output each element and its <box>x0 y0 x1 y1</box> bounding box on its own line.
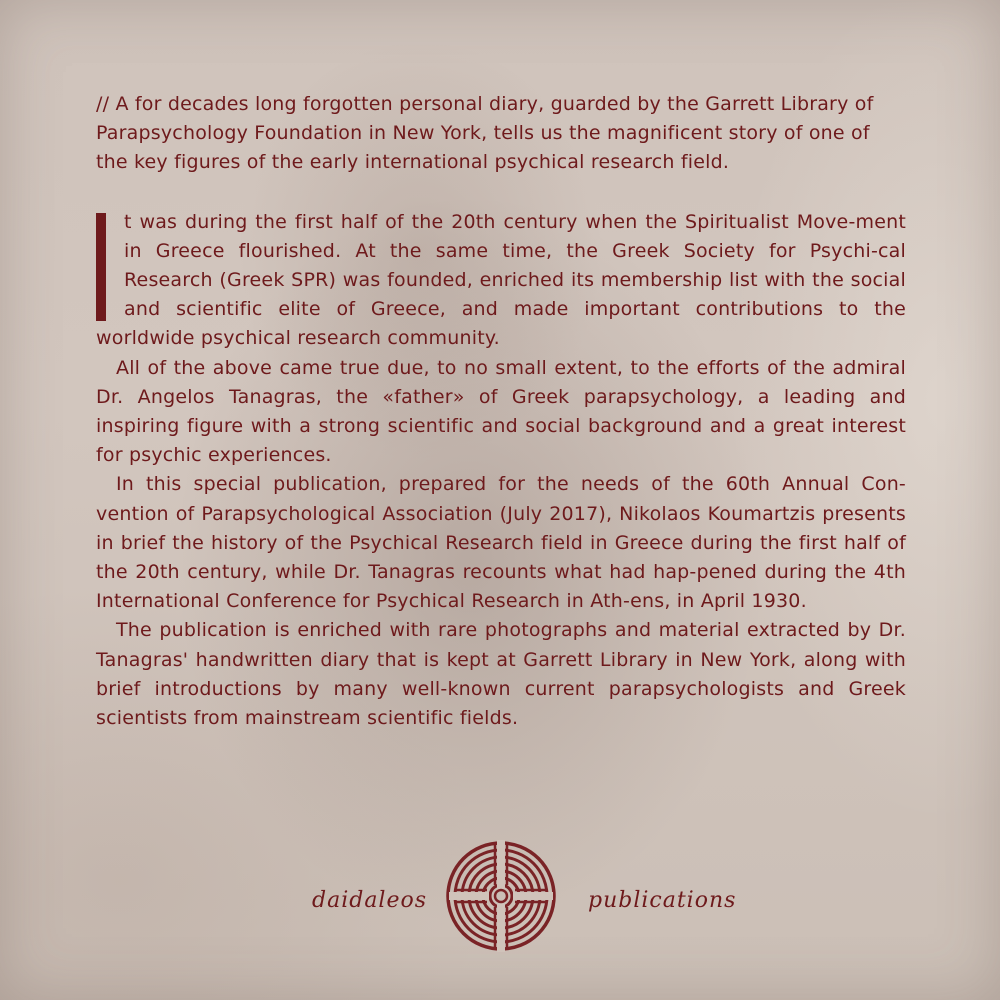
body-paragraph-1: t was during the first half of the 20th century when the Spiritualist Move-ment in Greece flourished. At the same time, the Greek Society for Psychi-cal Research (Greek SPR) was founded, enriched its membership list with the social and scientific elite of Greece, and made important contributions to the worldwide psychical research community. <box>96 210 906 350</box>
publisher-footer <box>0 840 1000 960</box>
labyrinth-icon <box>445 840 557 952</box>
body-paragraph-3: In this special publication, prepared for the needs of the 60th Annual Con-vention of Parapsychological Association (July 2017), Nikolaos Koumartzis presents in brief the history of the Psychical Research field in Greece during the first half of the 20th century, while Dr. Tanagras recounts what had hap-pened during the 4th International Conference for Psychical Research in Ath-ens, in April 1930. <box>96 473 906 613</box>
publisher-name-left: daidaleos <box>312 888 428 913</box>
body-paragraph-4: The publication is enriched with rare photographs and material extracted by Dr. Tanagras' handwritten diary that is kept at Garrett Library in New York, along with brief introductions by many well-known current parapsychologists and Greek scientists from mainstream scientific fields. <box>96 619 906 730</box>
publisher-name-right: publications <box>588 888 737 913</box>
drop-cap-bar <box>96 213 106 321</box>
back-cover-text <box>96 90 906 733</box>
intro-paragraph: // A for decades long forgotten personal diary, guarded by the Garrett Library of Parapsychology Foundation in New York, tells us the magnificent story of one of the key figures of the early international psychical research field. <box>96 93 874 174</box>
body-paragraph-2: All of the above came true due, to no small extent, to the efforts of the admiral Dr. Angelos Tanagras, the «father» of Greek parapsychology, a leading and inspiring figure with a strong scientific and social background and a great interest for psychic experiences. <box>96 356 906 467</box>
